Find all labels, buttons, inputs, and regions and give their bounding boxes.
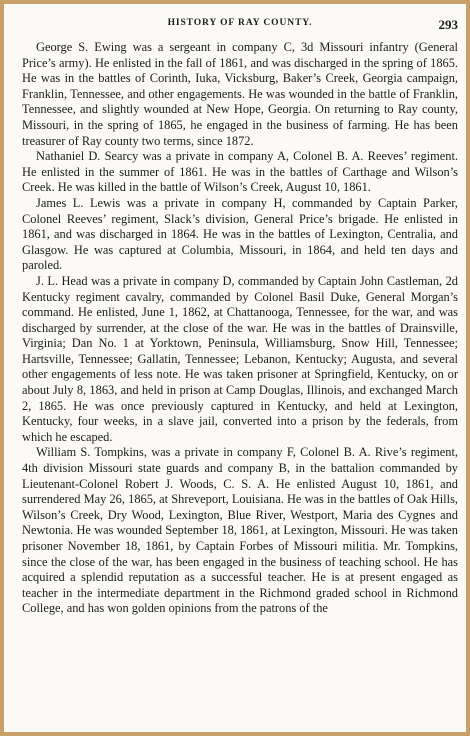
running-head: HISTORY OF RAY COUNTY. [167, 18, 313, 28]
paragraph-james-lewis: James L. Lewis was a private in company H, commanded by Captain Parker, Colonel Reeves’ regiment, Slack’s division, General Price’s brigade. He enlisted in 1861, and was discharged in 1864. He was in the battles of Lexington, Centralia, and Glasgow. He was captured at Columbia, Missouri, in 1864, and held ten days and paroled. [22, 195, 458, 273]
paragraph-william-tompkins: William S. Tompkins, was a private in company F, Colonel B. A. Rive’s regiment, 4th division Missouri state guards and company B, in the battalion commanded by Lieutenant-Colonel Robert J. Woods, C. S. A. He enlisted August 10, 1861, and surrendered May 26, 1865, at Shreveport, Louisiana. He was in the battles of Oak Hills, Wilson’s Creek, Dry Wood, Lexington, Blue River, Westport, Maria des Cygnes and Newtonia. He was wounded September 18, 1861, at Lexington, Missouri. He was taken prisoner November 18, 1861, by Captain Forbes of Missouri militia. Mr. Tompkins, since the close of the war, has been engaged in the business of teaching school. He has acquired a splendid reputation as a successful teacher. He is at present engaged as teacher in the intermediate department in the Richmond graded school in Richmond College, and has won golden opinions from the patrons of the [22, 445, 458, 616]
paragraph-nathaniel-searcy: Nathaniel D. Searcy was a private in company A, Colonel B. A. Reeves’ regiment. He enlisted in the summer of 1861. He was in the battles of Carthage and Wilson’s Creek. He was killed in the battle of Wilson’s Creek, August 10, 1861. [22, 149, 458, 195]
book-page [22, 18, 458, 734]
paragraph-jl-head: J. L. Head was a private in company D, commanded by Captain John Castleman, 2d Kentucky regiment cavalry, commanded by Colonel Basil Duke, General Morgan’s command. He enlisted, June 1, 1862, at Chattanooga, Tennessee, for the war, and was discharged by surrender, at the close of the war. He was in the battles of Drainsville, Virginia; Dan No. 1 at Yorktown, Peninsula, Williamsburg, Snow Hill, Tennessee; Hartsville, Tennessee; Gallatin, Tennessee; Lebanon, Kentucky; Augusta, and several other engagements of less note. He was taken prisoner at Springfield, Kentucky, on or about July 8, 1863, and held in prison at Camp Douglas, Illinois, and exchanged March 2, 1865. He was once previously captured in Kentucky, and held at Lexington, Kentucky, four weeks, in a slave jail, converted into a prison by the federals, from which he escaped. [22, 273, 458, 444]
paragraph-george-ewing: George S. Ewing was a sergeant in company C, 3d Missouri infantry (General Price’s army). He enlisted in the fall of 1861, and was discharged in the spring of 1865. He was in the battles of Corinth, Iuka, Vicksburg, Baker’s Creek, Georgia campaign, Franklin, Tennessee, and other engagements. He was wounded in the battle of Franklin, Tennessee, and slightly wounded at New Hope, Georgia. On returning to Ray county, Missouri, in the spring of 1865, he engaged in the business of farming. He has been treasurer of Ray county two terms, since 1872. [22, 40, 458, 148]
page-header [22, 18, 458, 34]
page-number: 293 [438, 18, 458, 32]
